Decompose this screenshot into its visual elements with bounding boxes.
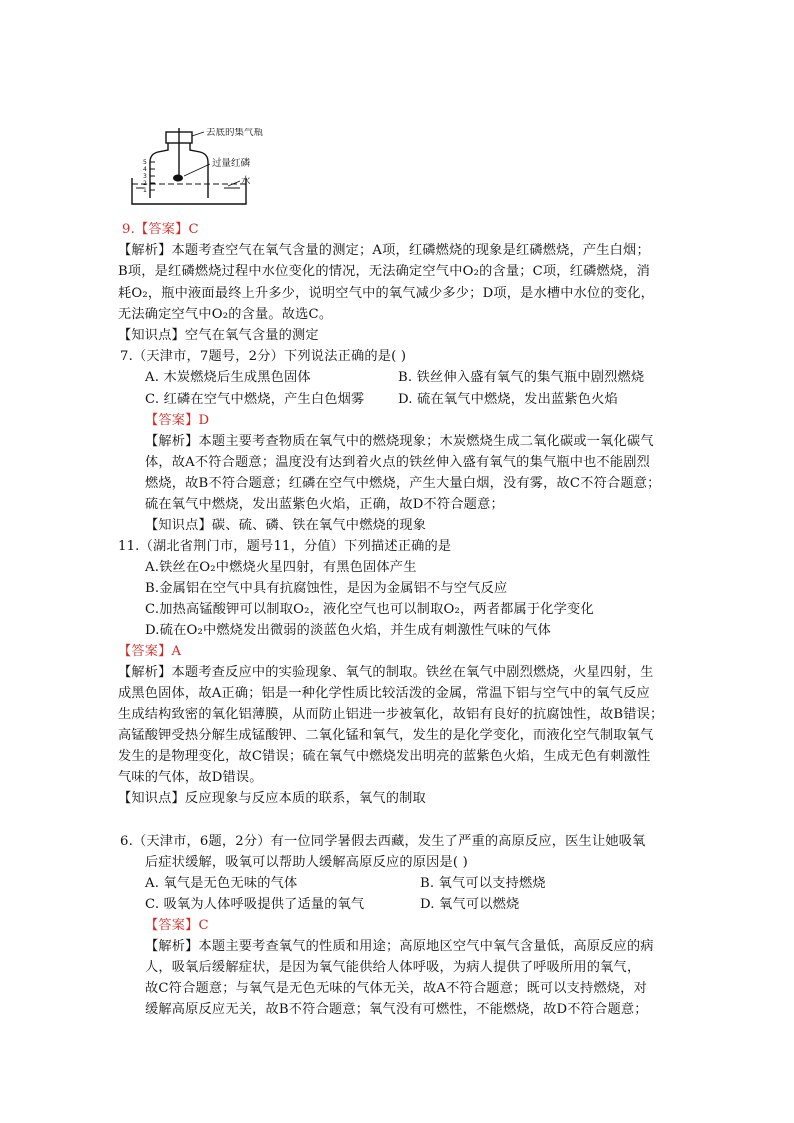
q11-knowledge: 【知识点】反应现象与反应本质的联系，氧气的制取 xyxy=(118,791,426,806)
q11-option-a: A.铁丝在O₂中燃烧火星四射，有黑色固体产生 xyxy=(145,560,417,575)
scale-label: 1 xyxy=(143,187,147,194)
q9-analysis-line: 【解析】本题考查空气在氧气含量的测定；A项，红磷燃烧的现象是红磷燃烧，产生白烟； xyxy=(118,243,650,258)
q11-answer: 【答案】A xyxy=(118,644,182,659)
q7-option-c: C. 红磷在空气中燃烧，产生白色烟雾 xyxy=(145,392,365,407)
q9-knowledge: 【知识点】空气在氧气含量的测定 xyxy=(118,328,319,343)
q11-analysis-line: 高锰酸钾受热分解生成锰酸钾、二氧化锰和氧气，发生的是化学变化，而液化空气制取氧气 xyxy=(118,728,654,743)
q6-option-d: D. 氧气可以燃烧 xyxy=(420,897,520,912)
q7-analysis-line: 燃烧，故B不符合题意；红磷在空气中燃烧，产生大量白烟，没有雾，故C不符合题意； xyxy=(145,476,661,491)
q9-analysis-line: 无法确定空气中O₂的含量。故选C。 xyxy=(118,307,333,322)
scale-label: 2 xyxy=(143,180,147,187)
trough xyxy=(132,178,246,204)
q11-stem: 11.（湖北省荆门市，题号11，分值）下列描述正确的是 xyxy=(118,539,452,554)
scale-marks xyxy=(150,162,155,190)
q7-option-b: B. 铁丝伸入盛有氧气的集气瓶中剧烈燃烧 xyxy=(398,370,645,385)
q6-answer: 【答案】C xyxy=(145,918,209,933)
leader-line xyxy=(184,164,210,176)
q6-stem-line: 6.（天津市，6题，2分）有一位同学暑假去西藏，发生了严重的高原反应，医生让她吸氧 xyxy=(120,834,646,849)
leader-line xyxy=(192,132,204,136)
leader-line xyxy=(228,181,240,186)
q11-analysis-line: 【解析】本题考查反应中的实验现象、氧气的制取。铁丝在氧气中剧烈燃烧，火星四射，生 xyxy=(118,665,654,680)
q7-knowledge: 【知识点】碳、硫、磷、铁在氧气中燃烧的现象 xyxy=(145,518,427,533)
q11-analysis-line: 成黑色固体，故A正确；铝是一种化学性质比较活泼的金属，常温下铝与空气中的氧气反应 xyxy=(118,686,650,701)
label-phosphorus: 过量红磷 xyxy=(212,158,251,169)
q6-analysis-line: 故C符合题意；与氧气是无色无味的气体无关，故A不符合题意；既可以支持燃烧，对 xyxy=(145,981,647,996)
q9-analysis-line: B项，是红磷燃烧过程中水位变化的情况，无法确定空气中O₂的含量；C项，红磷燃烧，消 xyxy=(118,264,651,279)
q6-option-a: A. 氧气是无色无味的气体 xyxy=(145,876,298,891)
q6-analysis-line: 人，吸氧后缓解症状，是因为氧气能供给人体呼吸，为病人提供了呼吸所用的氧气， xyxy=(145,960,641,975)
experiment-figure xyxy=(128,128,288,206)
q11-option-b: B.金属铝在空气中具有抗腐蚀性，是因为金属铝不与空气反应 xyxy=(145,581,508,596)
q9-analysis-line: 耗O₂，瓶中液面最终上升多少，说明空气中的氧气减少多少；D项，是水槽中水位的变化， xyxy=(118,286,654,301)
red-phosphorus xyxy=(173,175,183,182)
q7-analysis-line: 体，故A不符合题意；温度没有达到着火点的铁丝伸入盛有氧气的集气瓶中也不能剧烈 xyxy=(145,455,651,470)
q6-option-b: B. 氧气可以支持燃烧 xyxy=(420,876,546,891)
q11-option-c: C.加热高锰酸钾可以制取O₂，液化空气也可以制取O₂，两者都属于化学变化 xyxy=(145,602,594,617)
q7-stem: 7.（天津市，7题号，2分）下列说法正确的是( ) xyxy=(120,349,407,364)
q6-stem-line: 后症状缓解，吸氧可以帮助人缓解高原反应的原因是( ) xyxy=(145,855,468,870)
scale-label: 5 xyxy=(143,159,147,166)
q11-analysis-line: 气味的气体，故D错误。 xyxy=(118,770,263,785)
q7-answer: 【答案】D xyxy=(145,413,210,428)
q7-option-d: D. 硫在氧气中燃烧，发出蓝紫色火焰 xyxy=(398,392,618,407)
q7-analysis-line: 【解析】本题主要考查物质在氧气中的燃烧现象；木炭燃烧生成二氧化碳或一氧化碳气 xyxy=(145,434,654,449)
q11-analysis-line: 发生的是物理变化，故C错误；硫在氧气中燃烧发出明亮的蓝紫色火焰，生成无色有刺激性 xyxy=(118,749,651,764)
scale-label: 3 xyxy=(143,173,147,180)
q6-analysis-line: 缓解高原反应无关，故B不符合题意；氧气没有可燃性，不能燃烧，故D不符合题意； xyxy=(145,1002,648,1017)
label-flask: 去底的集气瓶 xyxy=(206,128,264,138)
q7-analysis-line: 硫在氧气中燃烧，发出蓝紫色火焰，正确，故D不符合题意； xyxy=(145,497,504,512)
scale-label: 4 xyxy=(143,166,147,173)
q6-analysis-line: 【解析】本题主要考查氧气的性质和用途；高原地区空气中氧气含量低，高原反应的病 xyxy=(145,939,654,954)
q6-option-c: C. 吸氧为人体呼吸提供了适量的氧气 xyxy=(145,897,365,912)
q7-option-a: A. 木炭燃烧后生成黑色固体 xyxy=(145,370,311,385)
q11-option-d: D.硫在O₂中燃烧发出微弱的淡蓝色火焰，并生成有刺激性气味的气体 xyxy=(145,623,552,638)
q9-answer: 9.【答案】C xyxy=(122,222,199,237)
label-water: 水 xyxy=(241,176,251,187)
q11-analysis-line: 生成结构致密的氧化铝薄膜，从而防止铝进一步被氧化，故铝有良好的抗腐蚀性，故B错误； xyxy=(118,707,664,722)
